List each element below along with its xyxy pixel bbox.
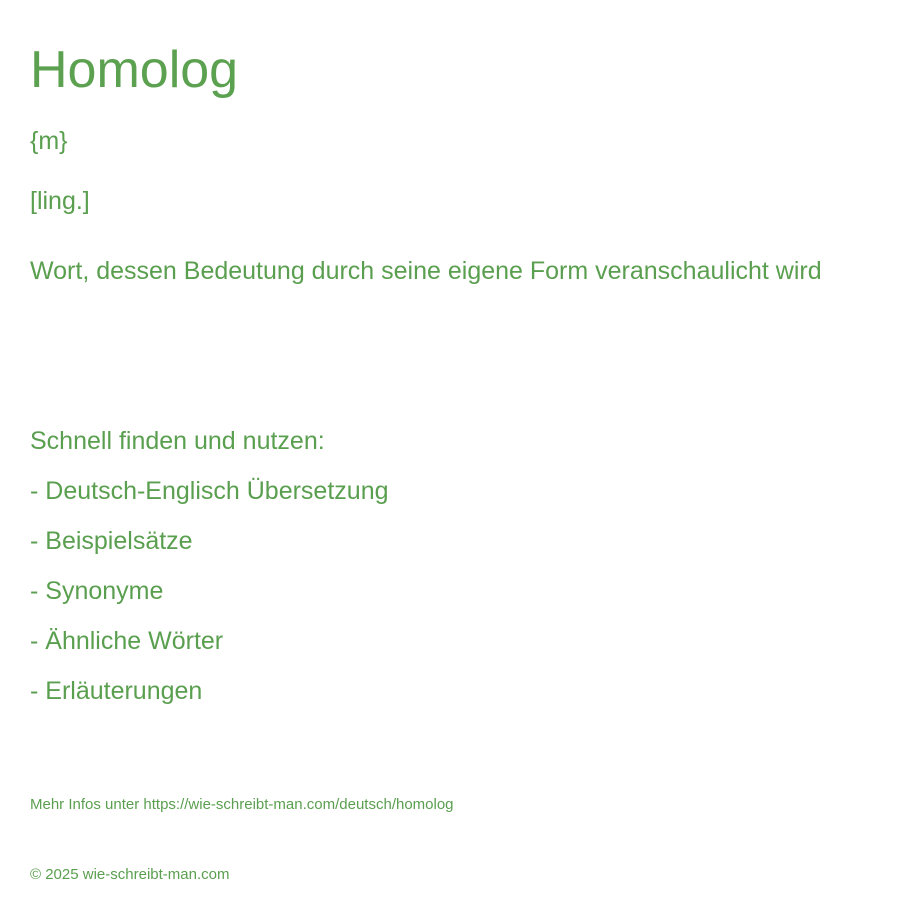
entry-title: Homolog (30, 41, 239, 99)
gender-label: {m} (30, 127, 68, 155)
quick-links-heading: Schnell finden und nutzen: (30, 427, 325, 455)
quick-link-explanations: - Erläuterungen (30, 677, 203, 705)
copyright-text: © 2025 wie-schreibt-man.com (30, 866, 230, 883)
field-label: [ling.] (30, 187, 90, 215)
quick-link-example-sentences: - Beispielsätze (30, 527, 193, 555)
quick-link-translation: - Deutsch-Englisch Übersetzung (30, 477, 389, 505)
definition-text: Wort, dessen Bedeutung durch seine eigene Form veranschaulicht wird (30, 257, 822, 285)
quick-links-list (30, 476, 389, 726)
quick-link-synonyms: - Synonyme (30, 577, 164, 605)
quick-link-similar-words: - Ähnliche Wörter (30, 627, 224, 655)
more-info-text: Mehr Infos unter https://wie-schreibt-man.com/deutsch/homolog (30, 796, 454, 813)
